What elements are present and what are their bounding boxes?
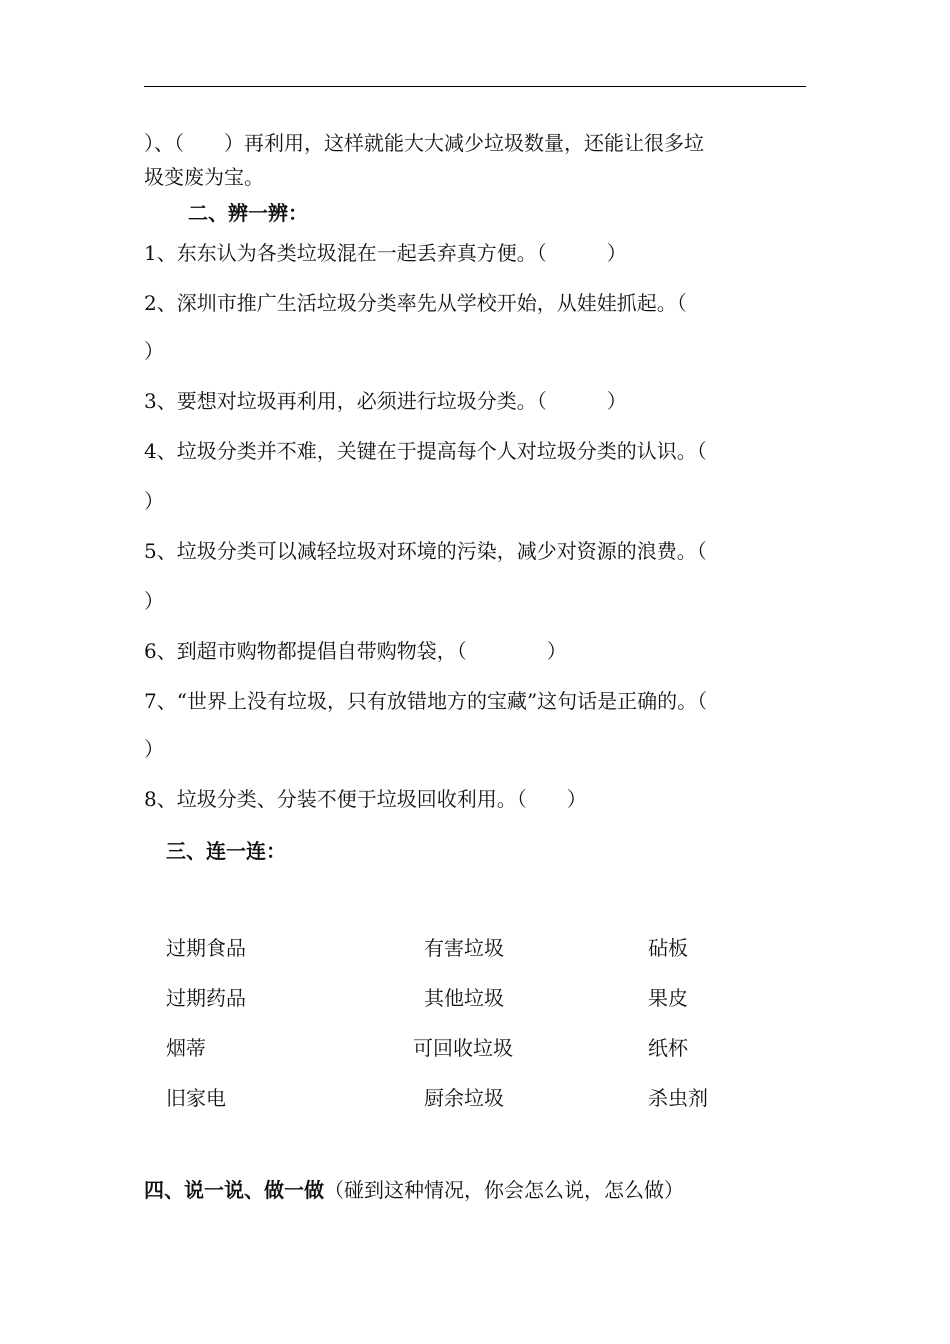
judge-item-7-cont: ） [144, 737, 164, 761]
section4-heading: 四、说一说、做一做 [144, 1178, 324, 1202]
header-rule [144, 86, 806, 87]
judge-item-2-cont: ） [144, 339, 164, 363]
judge-item-8: 8、垃圾分类、分装不便于垃圾回收利用。（ ） [144, 787, 587, 811]
intro-line-2: 圾变废为宝。 [144, 165, 264, 189]
match-right-item: 纸杯 [648, 1036, 688, 1060]
match-left-item: 旧家电 [166, 1086, 226, 1110]
section4-note: （碰到这种情况，你会怎么说，怎么做） [324, 1178, 684, 1202]
match-middle-item: 可回收垃圾 [413, 1036, 513, 1060]
match-right-item: 杀虫剂 [648, 1086, 708, 1110]
section3-heading: 三、连一连： [166, 839, 286, 863]
match-left-item: 烟蒂 [166, 1036, 206, 1060]
match-middle-item: 厨余垃圾 [424, 1086, 504, 1110]
match-left-item: 过期药品 [166, 986, 246, 1010]
judge-item-2: 2、深圳市推广生活垃圾分类率先从学校开始，从娃娃抓起。（ [144, 291, 687, 315]
judge-item-7: 7、“世界上没有垃圾，只有放错地方的宝藏”这句话是正确的。（ [144, 689, 708, 713]
judge-item-6: 6、到超市购物都提倡自带购物袋，（ ） [144, 639, 567, 663]
section2-heading: 二、辨一辨： [188, 201, 308, 225]
judge-item-3: 3、要想对垃圾再利用，必须进行垃圾分类。（ ） [144, 389, 627, 413]
section4-line [144, 1177, 684, 1203]
match-left-item: 过期食品 [166, 936, 246, 960]
match-middle-item: 有害垃圾 [424, 936, 504, 960]
judge-item-1: 1、东东认为各类垃圾混在一起丢弃真方便。（ ） [144, 241, 627, 265]
match-right-item: 砧板 [648, 936, 688, 960]
match-right-item: 果皮 [648, 986, 688, 1010]
intro-line-1: ）、（ ）再利用，这样就能大大减少垃圾数量，还能让很多垃 [144, 131, 704, 155]
judge-item-5-cont: ） [144, 589, 164, 613]
judge-item-4-cont: ） [144, 489, 164, 513]
judge-item-4: 4、垃圾分类并不难，关键在于提高每个人对垃圾分类的认识。（ [144, 439, 707, 463]
judge-item-5: 5、垃圾分类可以减轻垃圾对环境的污染，减少对资源的浪费。（ [144, 539, 707, 563]
match-middle-item: 其他垃圾 [424, 986, 504, 1010]
